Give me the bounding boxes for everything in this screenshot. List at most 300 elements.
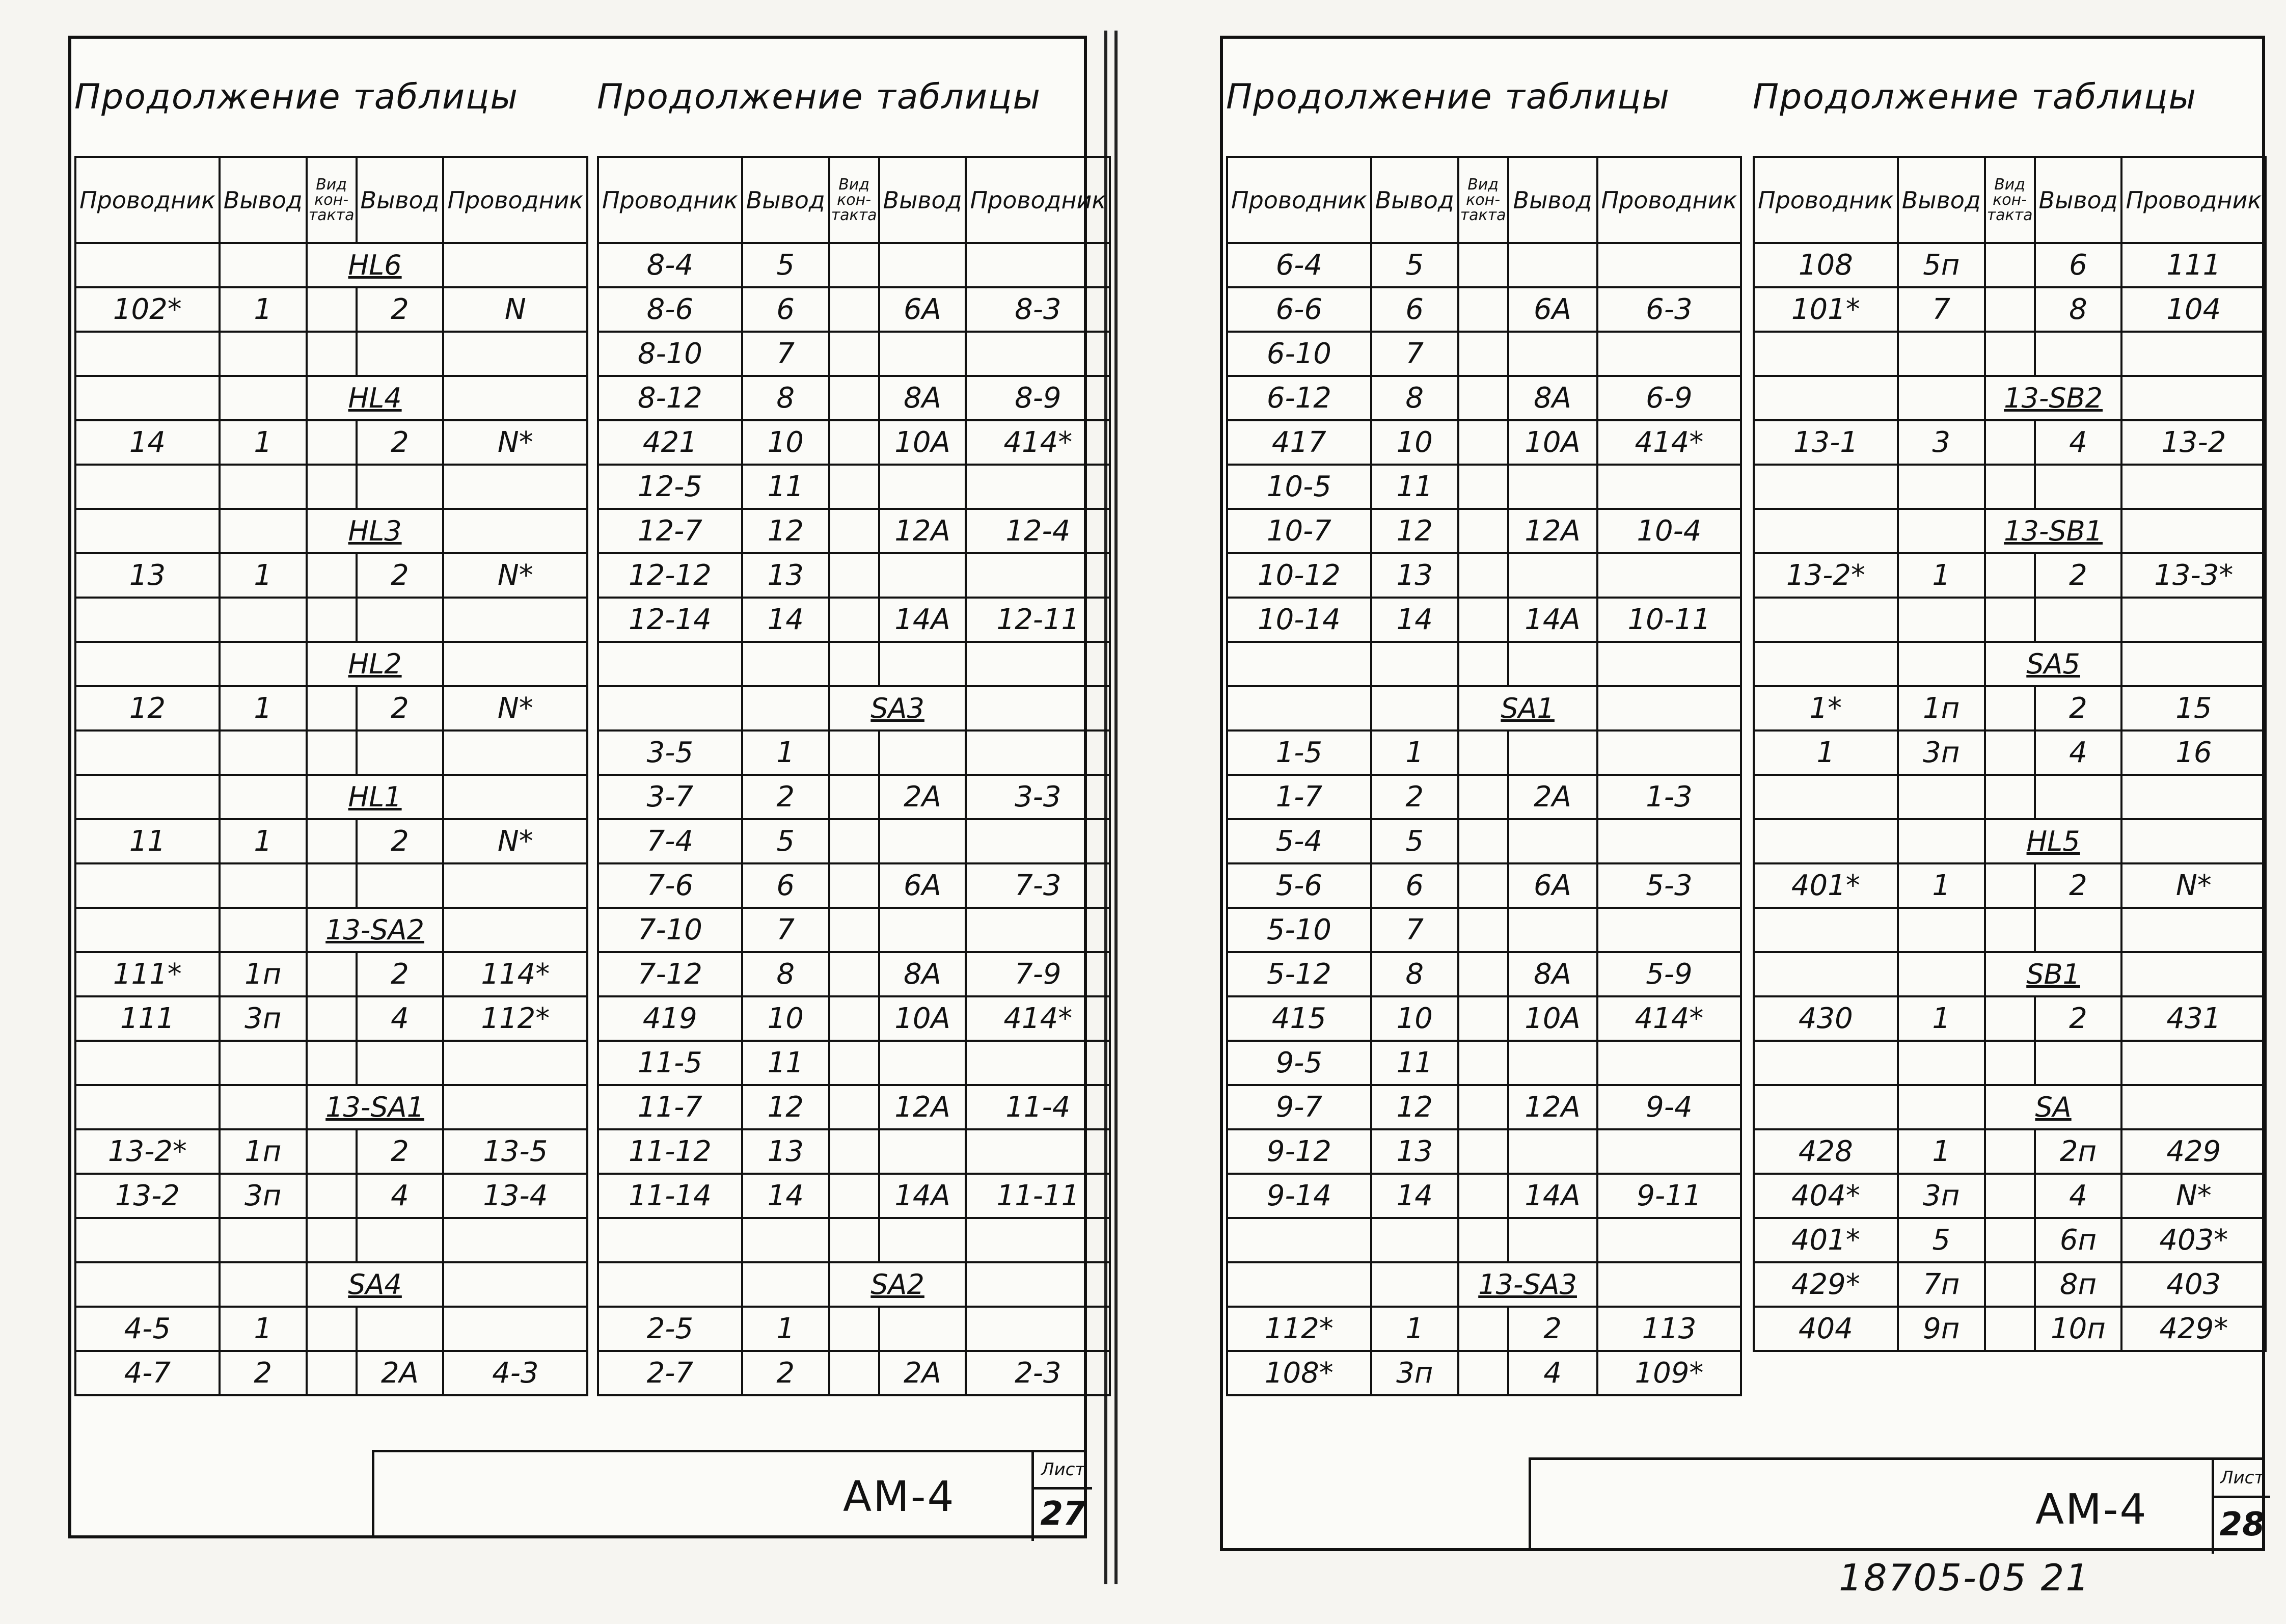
table-cell: 2А xyxy=(1508,775,1597,819)
table-cell xyxy=(1898,775,1985,819)
table-cell xyxy=(220,730,307,775)
table-cell xyxy=(829,1307,879,1351)
table-cell xyxy=(220,1218,307,1262)
table-cell xyxy=(966,642,1110,686)
table-cell xyxy=(220,1085,307,1129)
table-cell: N* xyxy=(443,686,587,730)
table-cell: 13-4 xyxy=(443,1174,587,1218)
table-cell: 414* xyxy=(1597,420,1741,465)
table-cell: 404* xyxy=(1754,1174,1898,1218)
header-conductor: Проводник xyxy=(75,157,220,243)
table-cell: 102* xyxy=(75,287,220,332)
table-row xyxy=(1227,420,1741,465)
table-cell xyxy=(1985,420,2035,465)
device-label: 13-SB2 xyxy=(1985,376,2122,420)
table-cell xyxy=(1227,686,1371,730)
table-cell: 2 xyxy=(357,819,444,863)
table-cell xyxy=(966,908,1110,952)
wiring-table xyxy=(74,156,588,1396)
table-cell xyxy=(1985,287,2035,332)
table-cell xyxy=(75,332,220,376)
table-cell: 7 xyxy=(742,332,829,376)
table-cell xyxy=(443,642,587,686)
table-cell: 1-3 xyxy=(1597,775,1741,819)
table-cell xyxy=(966,1262,1110,1307)
table-cell: 414* xyxy=(966,420,1110,465)
device-label: SA2 xyxy=(829,1262,966,1307)
table-cell: 4 xyxy=(357,996,444,1041)
table-cell: 4-3 xyxy=(443,1351,587,1395)
table-cell: 8А xyxy=(1508,376,1597,420)
table-row xyxy=(1754,1085,2266,1129)
table-cell xyxy=(1985,1218,2035,1262)
table-cell: 14А xyxy=(879,598,966,642)
table-cell: 8-12 xyxy=(598,376,742,420)
table-row xyxy=(1754,243,2266,287)
table-cell: 10-5 xyxy=(1227,465,1371,509)
table-cell xyxy=(2121,465,2266,509)
table-cell: 2 xyxy=(357,420,444,465)
table-row xyxy=(75,420,587,465)
table-cell xyxy=(879,1041,966,1085)
table-cell xyxy=(220,598,307,642)
table-row xyxy=(598,863,1110,908)
table-row xyxy=(1754,509,2266,553)
table-row xyxy=(75,952,587,996)
table-cell xyxy=(307,1351,357,1395)
table-cell: 429* xyxy=(1754,1262,1898,1307)
table-cell xyxy=(443,332,587,376)
table-cell xyxy=(1985,243,2035,287)
table-cell: 8А xyxy=(879,952,966,996)
table-cell: 7 xyxy=(742,908,829,952)
sheet-27 xyxy=(68,36,1106,1538)
table-cell: 2А xyxy=(357,1351,444,1395)
table-cell: 114* xyxy=(443,952,587,996)
header-terminal: Вывод xyxy=(357,157,444,243)
table-cell: 6А xyxy=(1508,863,1597,908)
table-cell xyxy=(879,332,966,376)
table-cell: 3п xyxy=(220,996,307,1041)
table-cell: 12 xyxy=(75,686,220,730)
table-cell xyxy=(357,332,444,376)
table-cell xyxy=(443,243,587,287)
table-cell xyxy=(966,1218,1110,1262)
table-cell xyxy=(966,1129,1110,1174)
table-cell: 2 xyxy=(2035,686,2122,730)
table-cell xyxy=(443,775,587,819)
table-block xyxy=(1226,77,1742,1396)
header-conductor: Проводник xyxy=(598,157,742,243)
table-cell xyxy=(1597,1041,1741,1085)
table-cell xyxy=(1458,287,1508,332)
table-cell: 421 xyxy=(598,420,742,465)
table-cell: 401* xyxy=(1754,863,1898,908)
table-cell xyxy=(879,730,966,775)
table-row xyxy=(1227,863,1741,908)
sheet-number: 27 xyxy=(1031,1487,1092,1541)
table-cell xyxy=(75,1262,220,1307)
table-row xyxy=(1227,1129,1741,1174)
table-cell xyxy=(598,686,742,730)
table-cell xyxy=(443,509,587,553)
table-cell: 1 xyxy=(1898,1129,1985,1174)
table-cell: 8 xyxy=(1371,952,1458,996)
table-cell: 111* xyxy=(75,952,220,996)
table-cell xyxy=(2121,642,2266,686)
table-cell xyxy=(2035,908,2122,952)
table-cell: 10 xyxy=(742,420,829,465)
table-cell xyxy=(1371,642,1458,686)
table-cell xyxy=(1508,465,1597,509)
device-label: HL2 xyxy=(307,642,444,686)
table-cell: 2 xyxy=(2035,553,2122,598)
table-row xyxy=(75,686,587,730)
table-row xyxy=(598,730,1110,775)
table-row xyxy=(1754,863,2266,908)
table-cell: 429 xyxy=(2121,1129,2266,1174)
table-row xyxy=(1754,952,2266,996)
table-cell xyxy=(966,465,1110,509)
table-cell: 11-11 xyxy=(966,1174,1110,1218)
table-cell xyxy=(307,1218,357,1262)
table-cell xyxy=(1458,420,1508,465)
header-conductor: Проводник xyxy=(1754,157,1898,243)
table-cell: 428 xyxy=(1754,1129,1898,1174)
table-cell: 10 xyxy=(742,996,829,1041)
table-cell xyxy=(2121,598,2266,642)
device-label: HL1 xyxy=(307,775,444,819)
table-cell: 1п xyxy=(1898,686,1985,730)
table-cell: 404 xyxy=(1754,1307,1898,1351)
table-cell xyxy=(1898,952,1985,996)
table-cell xyxy=(1458,1129,1508,1174)
table-cell: 4-5 xyxy=(75,1307,220,1351)
table-cell xyxy=(1458,1351,1508,1395)
table-cell: 13 xyxy=(742,1129,829,1174)
table-row xyxy=(598,1085,1110,1129)
table-row xyxy=(1754,598,2266,642)
table-row xyxy=(1227,819,1741,863)
header-contact-kind: Вид кон-такта xyxy=(1458,157,1508,243)
table-cell xyxy=(443,465,587,509)
table-cell: 12-7 xyxy=(598,509,742,553)
table-cell: 3 xyxy=(1898,420,1985,465)
table-cell: 2 xyxy=(742,1351,829,1395)
table-cell: 10п xyxy=(2035,1307,2122,1351)
table-cell: 8-10 xyxy=(598,332,742,376)
table-cell: 101* xyxy=(1754,287,1898,332)
table-cell: 11 xyxy=(1371,465,1458,509)
table-cell xyxy=(75,1218,220,1262)
table-row xyxy=(1227,996,1741,1041)
table-cell: 2 xyxy=(357,952,444,996)
header-conductor: Проводник xyxy=(966,157,1110,243)
table-row xyxy=(1754,908,2266,952)
table-cell: 415 xyxy=(1227,996,1371,1041)
table-cell: 108 xyxy=(1754,243,1898,287)
table-cell xyxy=(1458,598,1508,642)
table-row xyxy=(75,1085,587,1129)
table-cell: 11-14 xyxy=(598,1174,742,1218)
table-cell: 5-4 xyxy=(1227,819,1371,863)
header-conductor: Проводник xyxy=(2121,157,2266,243)
table-cell: 5-3 xyxy=(1597,863,1741,908)
table-cell: 10А xyxy=(1508,420,1597,465)
table-cell xyxy=(75,243,220,287)
table-row xyxy=(598,819,1110,863)
table-cell xyxy=(1597,553,1741,598)
table-cell xyxy=(966,730,1110,775)
table-cell: 6-9 xyxy=(1597,376,1741,420)
table-cell: 2А xyxy=(879,1351,966,1395)
table-row xyxy=(1227,598,1741,642)
table-cell: 12А xyxy=(879,509,966,553)
table-cell: 12А xyxy=(879,1085,966,1129)
table-cell xyxy=(1227,642,1371,686)
table-cell xyxy=(1754,509,1898,553)
table-cell: 6 xyxy=(1371,863,1458,908)
table-cell: 7 xyxy=(1898,287,1985,332)
table-cell: 3-7 xyxy=(598,775,742,819)
table-cell: 2 xyxy=(357,1129,444,1174)
table-cell xyxy=(1985,1041,2035,1085)
table-cell xyxy=(879,1218,966,1262)
table-cell: 12-5 xyxy=(598,465,742,509)
table-cell xyxy=(1508,1041,1597,1085)
table-cell xyxy=(1985,332,2035,376)
table-cell xyxy=(75,1041,220,1085)
table-cell xyxy=(742,1262,829,1307)
table-cell xyxy=(966,1307,1110,1351)
table-cell: 11 xyxy=(1371,1041,1458,1085)
table-cell: 8-3 xyxy=(966,287,1110,332)
table-cell xyxy=(307,1174,357,1218)
table-cell xyxy=(1985,1307,2035,1351)
header-terminal: Вывод xyxy=(742,157,829,243)
table-row xyxy=(598,952,1110,996)
table-caption: Продолжение таблицы xyxy=(1753,77,2197,117)
table-cell: 13 xyxy=(1371,1129,1458,1174)
table-cell xyxy=(1754,908,1898,952)
table-row xyxy=(1754,376,2266,420)
table-cell: 2 xyxy=(2035,996,2122,1041)
wiring-table xyxy=(1753,156,2267,1352)
table-cell: 5 xyxy=(742,243,829,287)
table-cell: 431 xyxy=(2121,996,2266,1041)
table-cell: 13-2 xyxy=(75,1174,220,1218)
table-cell xyxy=(1458,775,1508,819)
table-cell: 7-4 xyxy=(598,819,742,863)
table-cell xyxy=(1597,1262,1741,1307)
table-cell: 5-9 xyxy=(1597,952,1741,996)
table-row xyxy=(1227,1351,1741,1395)
table-cell: 2-3 xyxy=(966,1351,1110,1395)
table-cell xyxy=(1754,598,1898,642)
table-cell: 403* xyxy=(2121,1218,2266,1262)
table-cell xyxy=(307,863,357,908)
table-cell: 13-3* xyxy=(2121,553,2266,598)
table-cell: N* xyxy=(443,553,587,598)
table-cell xyxy=(1898,376,1985,420)
table-row xyxy=(1754,730,2266,775)
sheet-label: Лист xyxy=(1031,1452,1092,1490)
table-cell: 4 xyxy=(2035,1174,2122,1218)
table-cell xyxy=(220,1262,307,1307)
table-cell: 11 xyxy=(75,819,220,863)
table-cell xyxy=(1508,908,1597,952)
table-cell xyxy=(1985,863,2035,908)
table-cell: 3п xyxy=(1371,1351,1458,1395)
device-label: 13-SA2 xyxy=(307,908,444,952)
device-label: HL3 xyxy=(307,509,444,553)
table-row xyxy=(1754,332,2266,376)
device-label: 13-SA1 xyxy=(307,1085,444,1129)
table-row xyxy=(598,553,1110,598)
table-cell xyxy=(1508,553,1597,598)
table-row xyxy=(598,996,1110,1041)
table-cell: 9-14 xyxy=(1227,1174,1371,1218)
table-cell xyxy=(1754,819,1898,863)
table-cell xyxy=(1597,1129,1741,1174)
table-cell: 1 xyxy=(220,819,307,863)
table-cell xyxy=(357,863,444,908)
table-caption: Продолжение таблицы xyxy=(1226,77,1671,117)
table-cell: 11 xyxy=(742,1041,829,1085)
table-row xyxy=(75,243,587,287)
table-cell xyxy=(829,819,879,863)
table-cell xyxy=(1458,1174,1508,1218)
table-cell: 2п xyxy=(2035,1129,2122,1174)
table-cell: 16 xyxy=(2121,730,2266,775)
table-cell: 7-10 xyxy=(598,908,742,952)
table-cell xyxy=(220,465,307,509)
table-cell: 13 xyxy=(75,553,220,598)
table-cell xyxy=(1898,908,1985,952)
table-cell xyxy=(1508,642,1597,686)
table-cell: 10-14 xyxy=(1227,598,1371,642)
table-cell xyxy=(307,1041,357,1085)
table-cell xyxy=(829,1218,879,1262)
table-cell: 12-14 xyxy=(598,598,742,642)
table-cell: 8 xyxy=(2035,287,2122,332)
table-row xyxy=(1227,952,1741,996)
table-cell xyxy=(966,553,1110,598)
table-cell xyxy=(307,553,357,598)
table-cell: 9п xyxy=(1898,1307,1985,1351)
table-cell: 6 xyxy=(742,863,829,908)
table-row xyxy=(1227,332,1741,376)
table-row xyxy=(598,1262,1110,1307)
table-cell: 12 xyxy=(1371,1085,1458,1129)
table-cell: 7-9 xyxy=(966,952,1110,996)
table-cell xyxy=(75,376,220,420)
table-row xyxy=(75,996,587,1041)
table-cell xyxy=(2121,509,2266,553)
table-cell xyxy=(742,686,829,730)
table-cell: 7 xyxy=(1371,332,1458,376)
table-row xyxy=(75,1041,587,1085)
table-cell xyxy=(75,509,220,553)
table-row xyxy=(598,1351,1110,1395)
table-row xyxy=(1754,819,2266,863)
table-cell xyxy=(220,863,307,908)
table-cell: 2 xyxy=(220,1351,307,1395)
sheet-28 xyxy=(1220,36,2265,1551)
header-terminal: Вывод xyxy=(1508,157,1597,243)
table-cell: 8А xyxy=(879,376,966,420)
table-cell: 6-6 xyxy=(1227,287,1371,332)
table-cell xyxy=(1898,819,1985,863)
table-cell xyxy=(1898,1085,1985,1129)
table-row xyxy=(598,465,1110,509)
table-cell: 11-4 xyxy=(966,1085,1110,1129)
table-cell xyxy=(1371,686,1458,730)
device-label: 13-SB1 xyxy=(1985,509,2122,553)
table-cell: 1-7 xyxy=(1227,775,1371,819)
table-cell xyxy=(966,243,1110,287)
table-cell: N* xyxy=(2121,1174,2266,1218)
table-cell: 3п xyxy=(220,1174,307,1218)
table-cell: 8-9 xyxy=(966,376,1110,420)
table-cell: 14А xyxy=(879,1174,966,1218)
table-cell xyxy=(1508,1218,1597,1262)
table-row xyxy=(598,1129,1110,1174)
header-terminal: Вывод xyxy=(1898,157,1985,243)
table-cell: 1п xyxy=(220,952,307,996)
table-cell xyxy=(829,598,879,642)
table-cell: 13-2* xyxy=(75,1129,220,1174)
table-cell xyxy=(1597,465,1741,509)
table-cell: N xyxy=(443,287,587,332)
table-cell xyxy=(1458,509,1508,553)
table-cell xyxy=(1754,376,1898,420)
table-cell: 14 xyxy=(742,1174,829,1218)
table-cell xyxy=(307,287,357,332)
table-cell: 1п xyxy=(220,1129,307,1174)
table-cell: 430 xyxy=(1754,996,1898,1041)
header-terminal: Вывод xyxy=(1371,157,1458,243)
table-caption: Продолжение таблицы xyxy=(74,77,519,117)
table-cell xyxy=(1508,730,1597,775)
sheet-number: 28 xyxy=(2212,1496,2270,1554)
table-cell: 8 xyxy=(1371,376,1458,420)
table-cell xyxy=(1898,465,1985,509)
table-cell xyxy=(829,863,879,908)
table-cell xyxy=(1227,1262,1371,1307)
table-cell xyxy=(1458,863,1508,908)
table-cell xyxy=(443,1041,587,1085)
table-cell xyxy=(1754,642,1898,686)
table-cell xyxy=(220,642,307,686)
table-cell: 6 xyxy=(1371,287,1458,332)
table-cell xyxy=(220,332,307,376)
table-row xyxy=(1754,775,2266,819)
table-cell xyxy=(307,420,357,465)
table-cell xyxy=(1458,1085,1508,1129)
table-cell xyxy=(829,1041,879,1085)
table-cell xyxy=(75,465,220,509)
table-cell xyxy=(879,465,966,509)
table-cell xyxy=(2035,465,2122,509)
table-row xyxy=(75,509,587,553)
table-row xyxy=(1227,243,1741,287)
table-cell: 111 xyxy=(2121,243,2266,287)
table-cell: 112* xyxy=(443,996,587,1041)
table-cell xyxy=(1597,730,1741,775)
table-cell xyxy=(2035,598,2122,642)
table-cell xyxy=(1985,465,2035,509)
